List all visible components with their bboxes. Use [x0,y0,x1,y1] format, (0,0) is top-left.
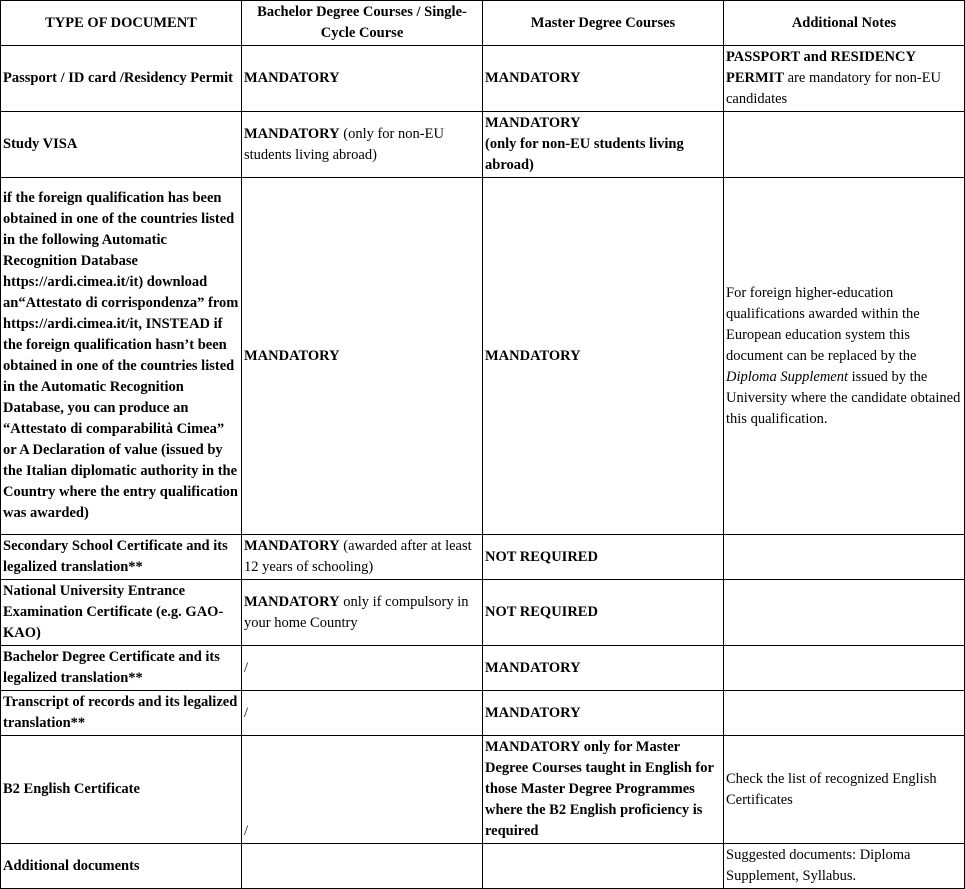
doc-type-cell: B2 English Certificate [1,736,242,844]
doc-type-cell: Transcript of records and its legalized translation** [1,691,242,736]
master-cell: MANDATORY [483,46,724,112]
doc-type-cell: Passport / ID card /Residency Permit [1,46,242,112]
doc-type-cell: Secondary School Certificate and its legalized translation** [1,535,242,580]
notes-cell [724,580,965,646]
doc-type-cell: National University Entrance Examination Certificate (e.g. GAO-KAO) [1,580,242,646]
table-row [1,112,965,178]
bachelor-bold-text: MANDATORY [244,538,340,554]
notes-cell: Check the list of recognized English Certificates [724,736,965,844]
notes-cell [724,46,965,112]
bachelor-bold-text: MANDATORY [244,593,340,610]
header-bachelor: Bachelor Degree Courses / Single-Cycle Course [242,1,483,46]
table-row [1,844,965,889]
notes-cell [724,535,965,580]
master-cell [483,112,724,178]
table-row [1,535,965,580]
table-row [1,691,965,736]
master-cell: NOT REQUIRED [483,535,724,580]
master-line2: (only for non-EU students living abroad) [485,136,684,173]
master-cell: MANDATORY [483,646,724,691]
table-row [1,580,965,646]
bachelor-cell: / [242,646,483,691]
table-row [1,178,965,535]
bachelor-text: (awarded after at least 12 years of schooling) [244,538,472,575]
bachelor-bold-text: MANDATORY [244,125,340,142]
master-line1: MANDATORY [485,115,581,131]
notes-text: For foreign higher-education qualifications awarded within the European education system this document can be replaced by the [726,284,920,364]
master-cell: MANDATORY only for Master Degree Courses taught in English for those Master Degree Programmes where the B2 English proficiency is required [483,736,724,844]
notes-cell [724,691,965,736]
doc-type-cell: if the foreign qualification has been obtained in one of the countries listed in the following Automatic Recognition Database https://ardi.cimea.it/it) download an“Attestato di corrispondenza” from https://ardi.cimea.it/it, INSTEAD if the foreign qualification hasn’t been obtained in one of the countries listed in the Automatic Recognition Database, you can produce an “Attestato di comparabilità Cimea” or A Declaration of value (issued by the Italian diplomatic authority in the Country where the entry qualification was awarded) [1,178,242,535]
header-notes: Additional Notes [724,1,965,46]
bachelor-text: (only for non-EU students living abroad) [244,125,444,163]
notes-cell [724,112,965,178]
bachelor-cell: / [242,691,483,736]
notes-italic-text: Diploma Supplement [726,368,849,385]
notes-cell [724,178,965,535]
header-type-of-document: TYPE OF DOCUMENT [1,1,242,46]
table-row [1,736,965,844]
bachelor-cell: MANDATORY [242,46,483,112]
master-cell: MANDATORY [483,178,724,535]
bachelor-cell: / [242,736,483,844]
doc-type-cell: Additional documents [1,844,242,889]
notes-text: issued by the University where the candidate obtained this qualification. [726,368,961,427]
doc-type-cell: Bachelor Degree Certificate and its legalized translation** [1,646,242,691]
bachelor-cell [242,112,483,178]
bachelor-text: only if compulsory in your home Country [244,593,469,631]
master-cell: MANDATORY [483,691,724,736]
notes-cell [724,646,965,691]
header-row [1,1,965,46]
bachelor-cell [242,580,483,646]
header-master: Master Degree Courses [483,1,724,46]
doc-type-cell: Study VISA [1,112,242,178]
notes-text: are mandatory for non-EU candidates [726,70,942,107]
table-row [1,646,965,691]
notes-cell: Suggested documents: Diploma Supplement, Syllabus. [724,844,965,889]
master-cell [483,844,724,889]
master-cell: NOT REQUIRED [483,580,724,646]
notes-bold-text: PASSPORT and RESIDENCY PERMIT [726,49,916,86]
table-row [1,46,965,112]
bachelor-cell [242,844,483,889]
bachelor-cell: MANDATORY [242,178,483,535]
bachelor-cell [242,535,483,580]
